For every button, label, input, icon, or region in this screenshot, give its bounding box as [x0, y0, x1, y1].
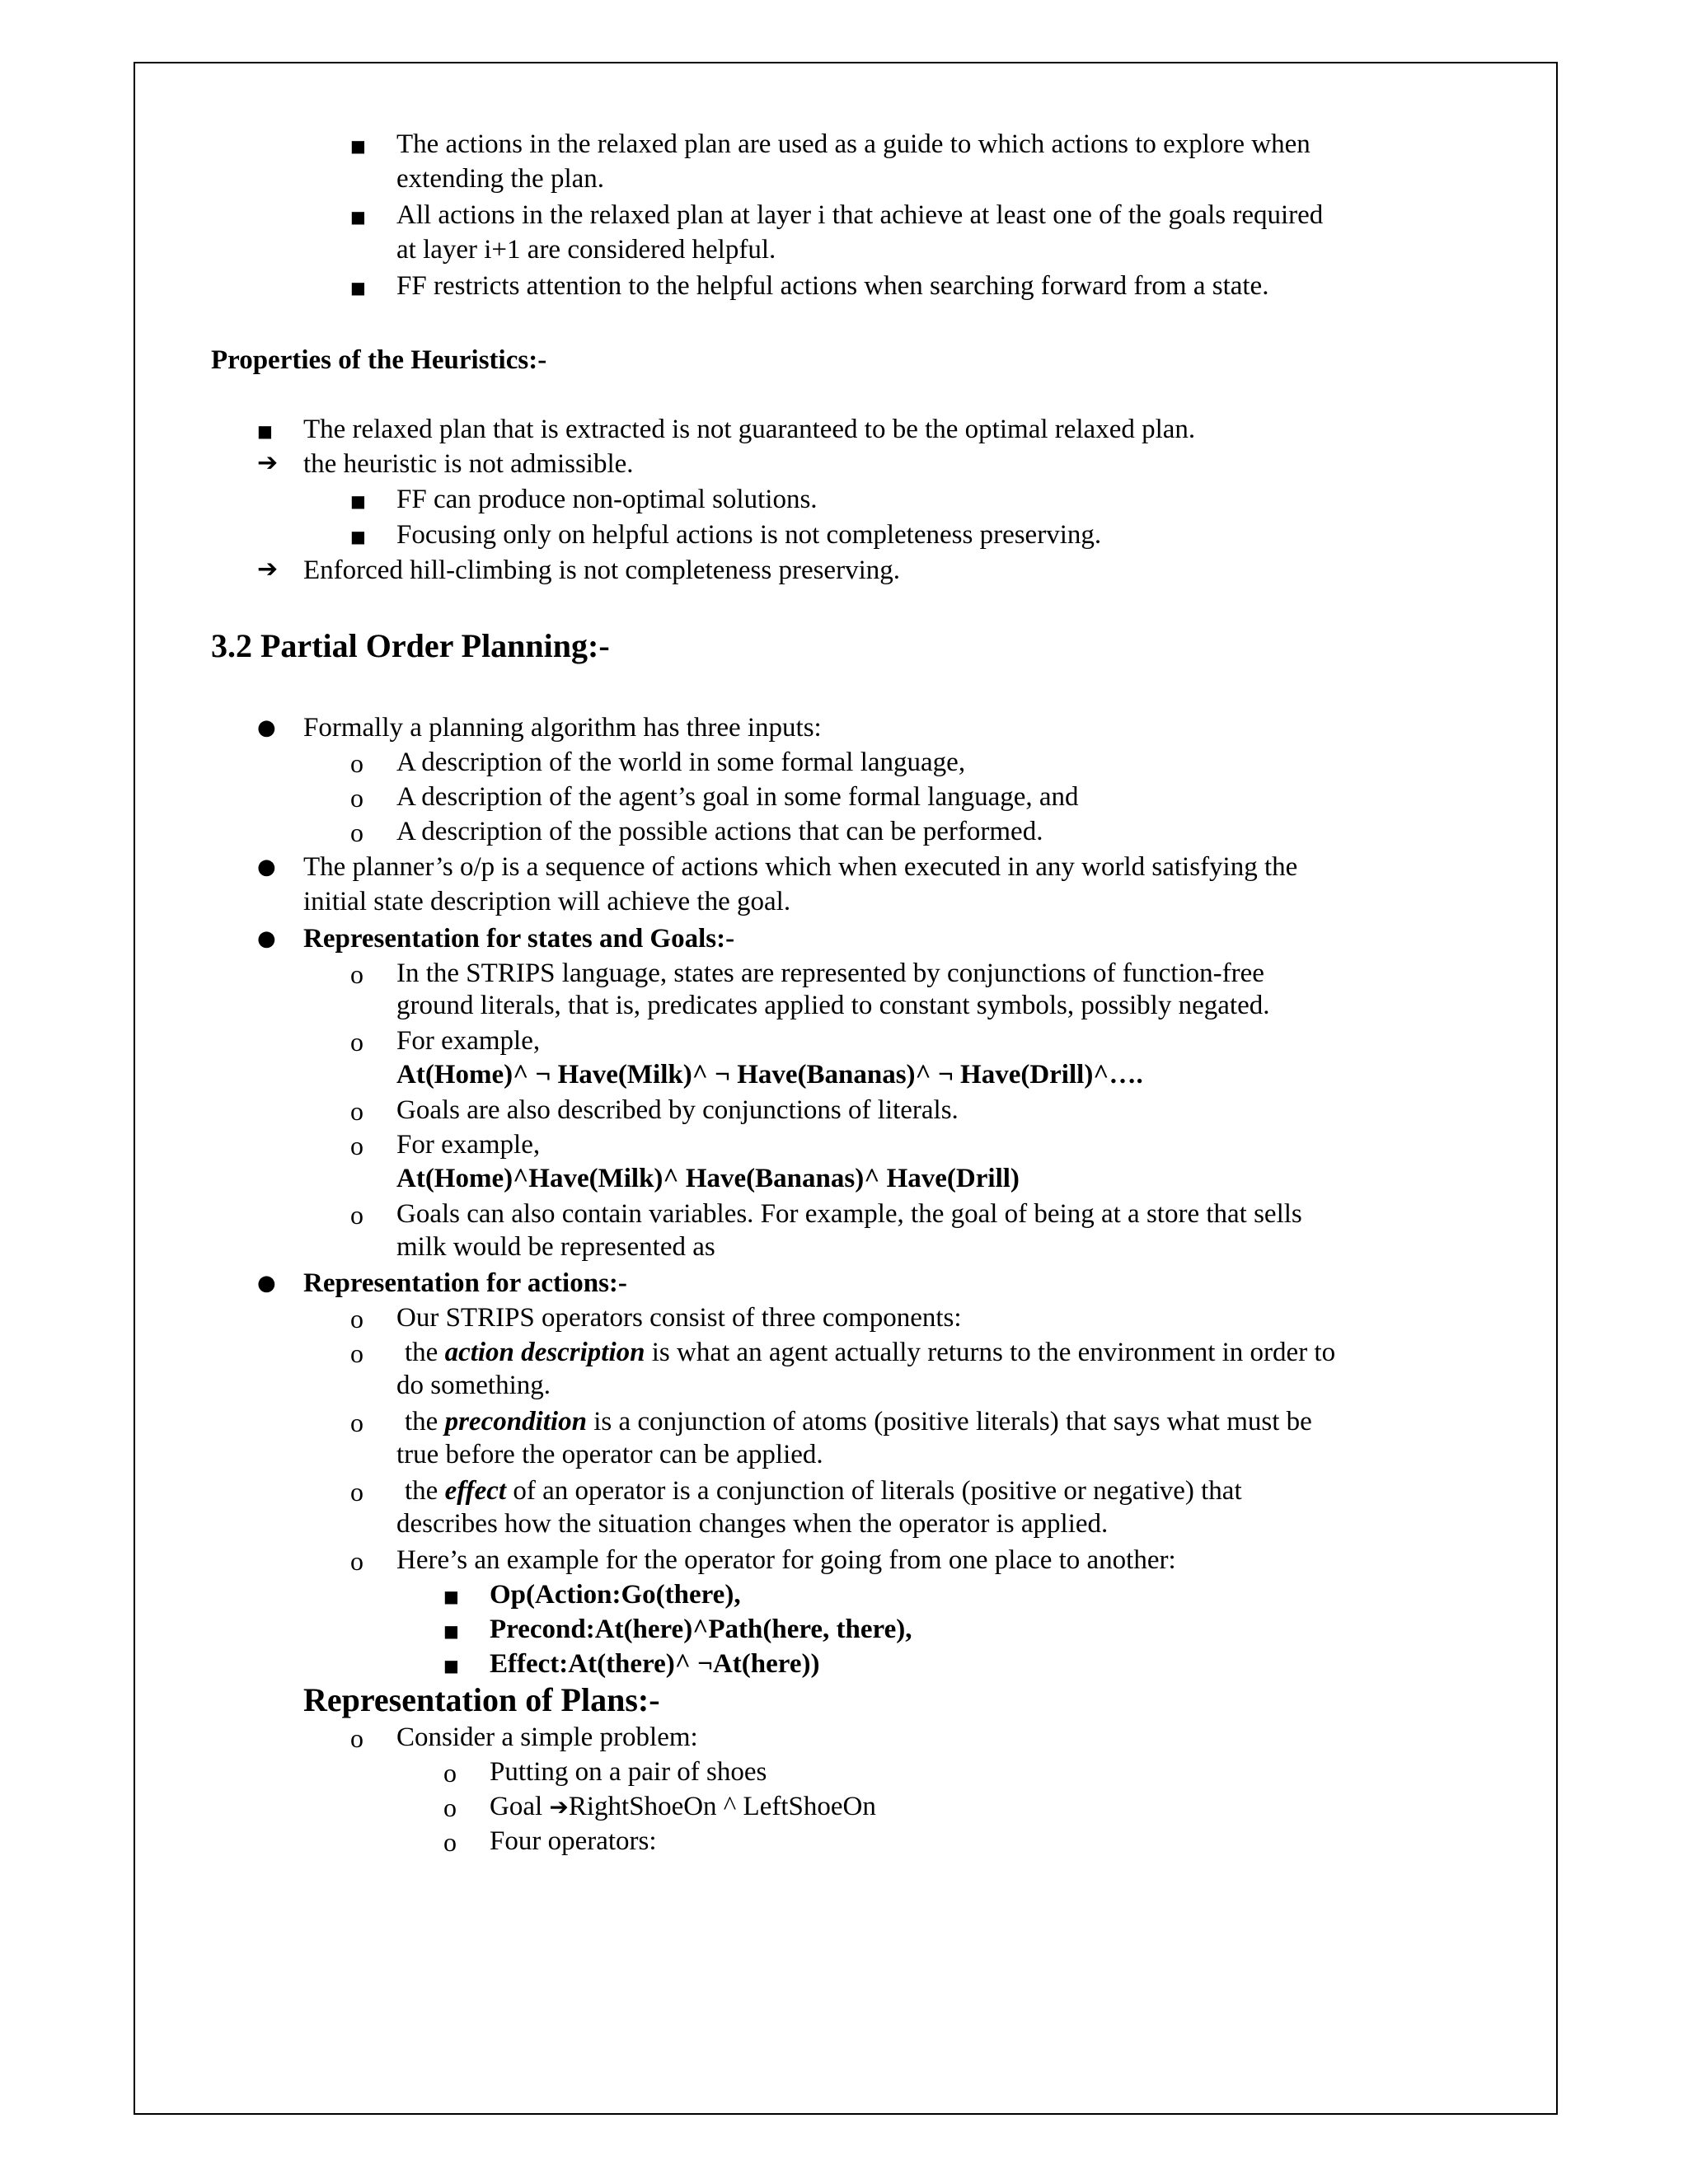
properties-line-4: Focusing only on helpful actions is not completeness preserving.: [396, 520, 1102, 550]
actions-item-4: [405, 1475, 1242, 1507]
round-bullet-icon: ●: [257, 1271, 276, 1296]
round-bullet-icon: ●: [257, 926, 276, 951]
square-bullet-icon: ■: [350, 527, 366, 546]
circle-bullet-icon: o: [350, 1338, 363, 1368]
square-bullet-icon: ■: [350, 207, 366, 227]
actions-item-4-cont: describes how the situation changes when the operator is applied.: [396, 1509, 1109, 1539]
inputs-intro: Formally a planning algorithm has three inputs:: [303, 713, 822, 743]
planner-output-cont: initial state description will achieve the goal.: [303, 887, 791, 916]
states-item-4: For example,: [396, 1130, 541, 1160]
square-bullet-icon: ■: [350, 136, 366, 156]
term-precondition: precondition: [444, 1407, 587, 1436]
states-item-1: In the STRIPS language, states are represented by conjunctions of function-free: [396, 958, 1264, 988]
ff-bullet-3: FF restricts attention to the helpful actions when searching forward from a state.: [396, 271, 1269, 301]
states-item-3: Goals are also described by conjunctions of literals.: [396, 1095, 959, 1125]
actions-item-2-cont: do something.: [396, 1371, 551, 1400]
circle-bullet-icon: o: [350, 1723, 363, 1753]
square-bullet-icon: ■: [443, 1621, 459, 1641]
square-bullet-icon: ■: [443, 1586, 459, 1606]
ff-bullet-1: The actions in the relaxed plan are used as a guide to which actions to explore when: [396, 129, 1311, 159]
actions-item-3: [405, 1406, 1312, 1437]
plans-item-3: [490, 1791, 876, 1823]
circle-bullet-icon: o: [350, 1408, 363, 1437]
states-formula-2: At(Home)^Have(Milk)^ Have(Bananas)^ Have(Drill): [396, 1164, 1020, 1193]
properties-line-1: The relaxed plan that is extracted is not guaranteed to be the optimal relaxed plan.: [303, 415, 1196, 444]
properties-heading: Properties of the Heuristics:-: [211, 345, 547, 375]
actions-heading: Representation for actions:-: [303, 1268, 627, 1298]
circle-bullet-icon: o: [443, 1793, 457, 1822]
arrow-right-icon: ➔: [257, 555, 279, 583]
ff-bullet-2: All actions in the relaxed plan at layer i that achieve at least one of the goals required: [396, 200, 1324, 230]
planner-output: The planner’s o/p is a sequence of actions which when executed in any world satisfying the: [303, 852, 1298, 882]
section-title: 3.2 Partial Order Planning:-: [211, 627, 610, 664]
circle-bullet-icon: o: [350, 1027, 363, 1057]
states-heading: Representation for states and Goals:-: [303, 924, 735, 954]
plans-item-4: Four operators:: [490, 1826, 657, 1856]
actions-item-4-pre: the: [405, 1476, 445, 1506]
plans-item-2: Putting on a pair of shoes: [490, 1757, 767, 1787]
properties-line-2: the heuristic is not admissible.: [303, 449, 634, 479]
circle-bullet-icon: o: [350, 1096, 363, 1126]
circle-bullet-icon: o: [350, 1546, 363, 1576]
input-3: A description of the possible actions that can be performed.: [396, 817, 1043, 846]
circle-bullet-icon: o: [443, 1758, 457, 1788]
operator-line-3: Effect:At(there)^ ¬At(here)): [490, 1649, 820, 1679]
properties-line-3: FF can produce non-optimal solutions.: [396, 485, 818, 514]
arrow-right-icon: ➔: [257, 448, 279, 477]
circle-bullet-icon: o: [350, 1131, 363, 1160]
input-2: A description of the agent’s goal in some formal language, and: [396, 782, 1079, 812]
states-item-5-cont: milk would be represented as: [396, 1232, 715, 1262]
actions-item-5: Here’s an example for the operator for going from one place to another:: [396, 1545, 1176, 1575]
operator-line-1: Op(Action:Go(there),: [490, 1580, 741, 1610]
circle-bullet-icon: o: [350, 1304, 363, 1333]
states-item-1-cont: ground literals, that is, predicates applied to constant symbols, possibly negated.: [396, 991, 1270, 1020]
plans-heading: Representation of Plans:-: [303, 1681, 660, 1718]
round-bullet-icon: ●: [257, 715, 276, 740]
square-bullet-icon: ■: [257, 421, 273, 441]
term-action-description: action description: [444, 1338, 645, 1367]
actions-item-2-post: is what an agent actually returns to the environment in order to: [645, 1338, 1336, 1367]
states-item-5: Goals can also contain variables. For example, the goal of being at a store that sells: [396, 1199, 1302, 1229]
circle-bullet-icon: o: [350, 748, 363, 778]
square-bullet-icon: ■: [443, 1656, 459, 1675]
actions-item-3-cont: true before the operator can be applied.: [396, 1440, 823, 1469]
ff-bullet-2-cont: at layer i+1 are considered helpful.: [396, 235, 776, 265]
ff-bullet-1-cont: extending the plan.: [396, 164, 605, 194]
arrow-right-icon: ➔: [549, 1793, 569, 1821]
actions-item-2-pre: the: [405, 1338, 445, 1367]
actions-item-3-post: is a conjunction of atoms (positive literals) that says what must be: [586, 1407, 1312, 1436]
circle-bullet-icon: o: [350, 959, 363, 989]
plans-item-3-post: RightShoeOn ^ LeftShoeOn: [568, 1792, 876, 1821]
round-bullet-icon: ●: [257, 855, 276, 879]
properties-line-5: Enforced hill-climbing is not completeness preserving.: [303, 555, 900, 585]
actions-item-1: Our STRIPS operators consist of three components:: [396, 1303, 962, 1333]
circle-bullet-icon: o: [350, 783, 363, 813]
square-bullet-icon: ■: [350, 278, 366, 298]
input-1: A description of the world in some formal language,: [396, 748, 966, 777]
states-item-2: For example,: [396, 1026, 541, 1056]
circle-bullet-icon: o: [443, 1827, 457, 1857]
square-bullet-icon: ■: [350, 491, 366, 511]
actions-item-4-post: of an operator is a conjunction of literals (positive or negative) that: [506, 1476, 1242, 1506]
circle-bullet-icon: o: [350, 1477, 363, 1507]
actions-item-2: [405, 1337, 1335, 1368]
operator-line-2: Precond:At(here)^Path(here, there),: [490, 1615, 912, 1644]
term-effect: effect: [444, 1476, 507, 1506]
circle-bullet-icon: o: [350, 1200, 363, 1230]
actions-item-3-pre: the: [405, 1407, 445, 1436]
circle-bullet-icon: o: [350, 818, 363, 847]
states-formula-1: At(Home)^ ¬ Have(Milk)^ ¬ Have(Bananas)^ ¬ Have(Drill)^….: [396, 1060, 1143, 1090]
plans-item-1: Consider a simple problem:: [396, 1722, 698, 1752]
plans-item-3-pre: Goal: [490, 1792, 550, 1821]
